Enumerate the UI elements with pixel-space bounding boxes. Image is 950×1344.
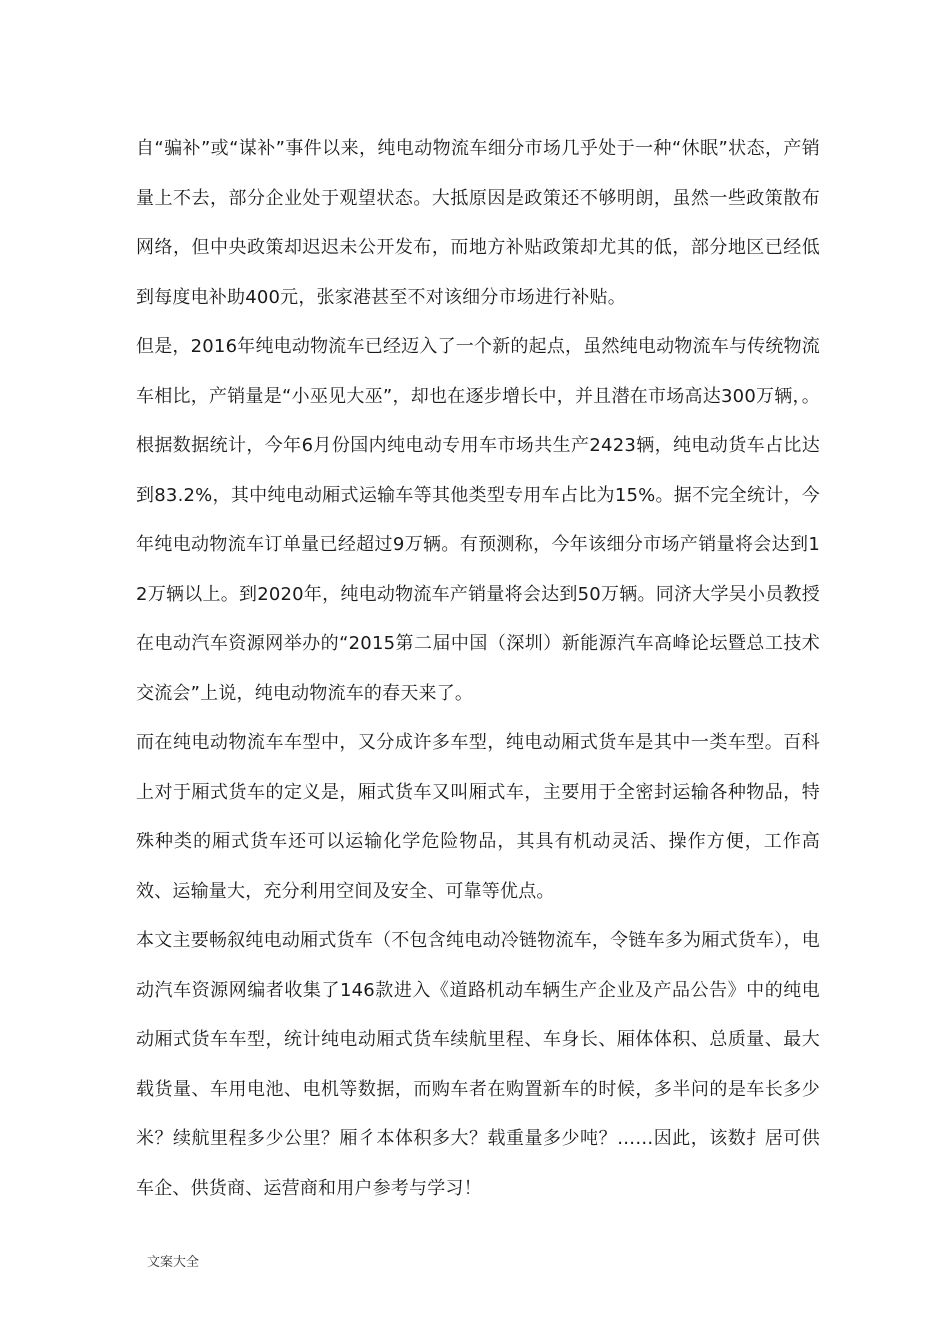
paragraph-market-growth: 但是，2016年纯电动物流车已经迈入了一个新的起点，虽然纯电动物流车与传统物流车相比，产销量是“小巫见大巫”，却也在逐步增长中，并且潜在市场高达300万辆，。根据数据统计，今年6月份国内纯电动专用车市场共生产2423辆，纯电动货车占比达到83.2%，其中纯电动厢式运输车等其他类型专用车占比为15%。据不完全统计，今年纯电动物流车订单量已经超过9万辆。有预测称，今年该细分市场产销量将会达到12万辆以上。到2020年，纯电动物流车产销量将会达到50万辆。同济大学吴小员教授在电动汽车资源网举办的“2015第二届中国（深圳）新能源汽车高峰论坛暨总工技术交流会”上说，纯电动物流车的春天来了。: [136, 336, 820, 704]
footer-label: 文案大全: [147, 1255, 200, 1270]
paragraph-intro: 自“骗补”或“谋补”事件以来，纯电动物流车细分市场几乎处于一种“休眠”状态，产销量上不去，部分企业处于观望状态。大抵原因是政策还不够明朗，虽然一些政策散布网络，但中央政策却迟迟未公开发布，而地方补贴政策却尤其的低，部分地区已经低到每度电补助400元，张家港甚至不对该细分市场进行补贴。: [136, 138, 820, 308]
paragraph-article-scope: 本文主要畅叙纯电动厢式货车（不包含纯电动冷链物流车，令链车多为厢式货车），电动汽车资源网编者收集了146款进入《道路机动车辆生产企业及产品公告》中的纯电动厢式货车车型，统计纯电动厢式货车续航里程、车身长、厢体体积、总质量、最大载货量、车用电池、电机等数据，而购车者在购置新车的时候，多半问的是车长多少米？续航里程多少公里？厢彳本体积多大？载重量多少吨？……因此，该数扌居可供车企、供货商、运营商和用户参考与学习！: [136, 930, 820, 1199]
article-body: [136, 124, 820, 1213]
paragraph-box-truck-definition: 而在纯电动物流车车型中，又分成许多车型，纯电动厢式货车是其中一类车型。百科上对于厢式货车的定义是，厢式货车又叫厢式车，主要用于全密封运输各种物品，特殊种类的厢式货车还可以运输化学危险物品，其具有机动灵活、操作方便，工作高效、运输量大，充分利用空间及安全、可靠等优点。: [136, 732, 820, 902]
